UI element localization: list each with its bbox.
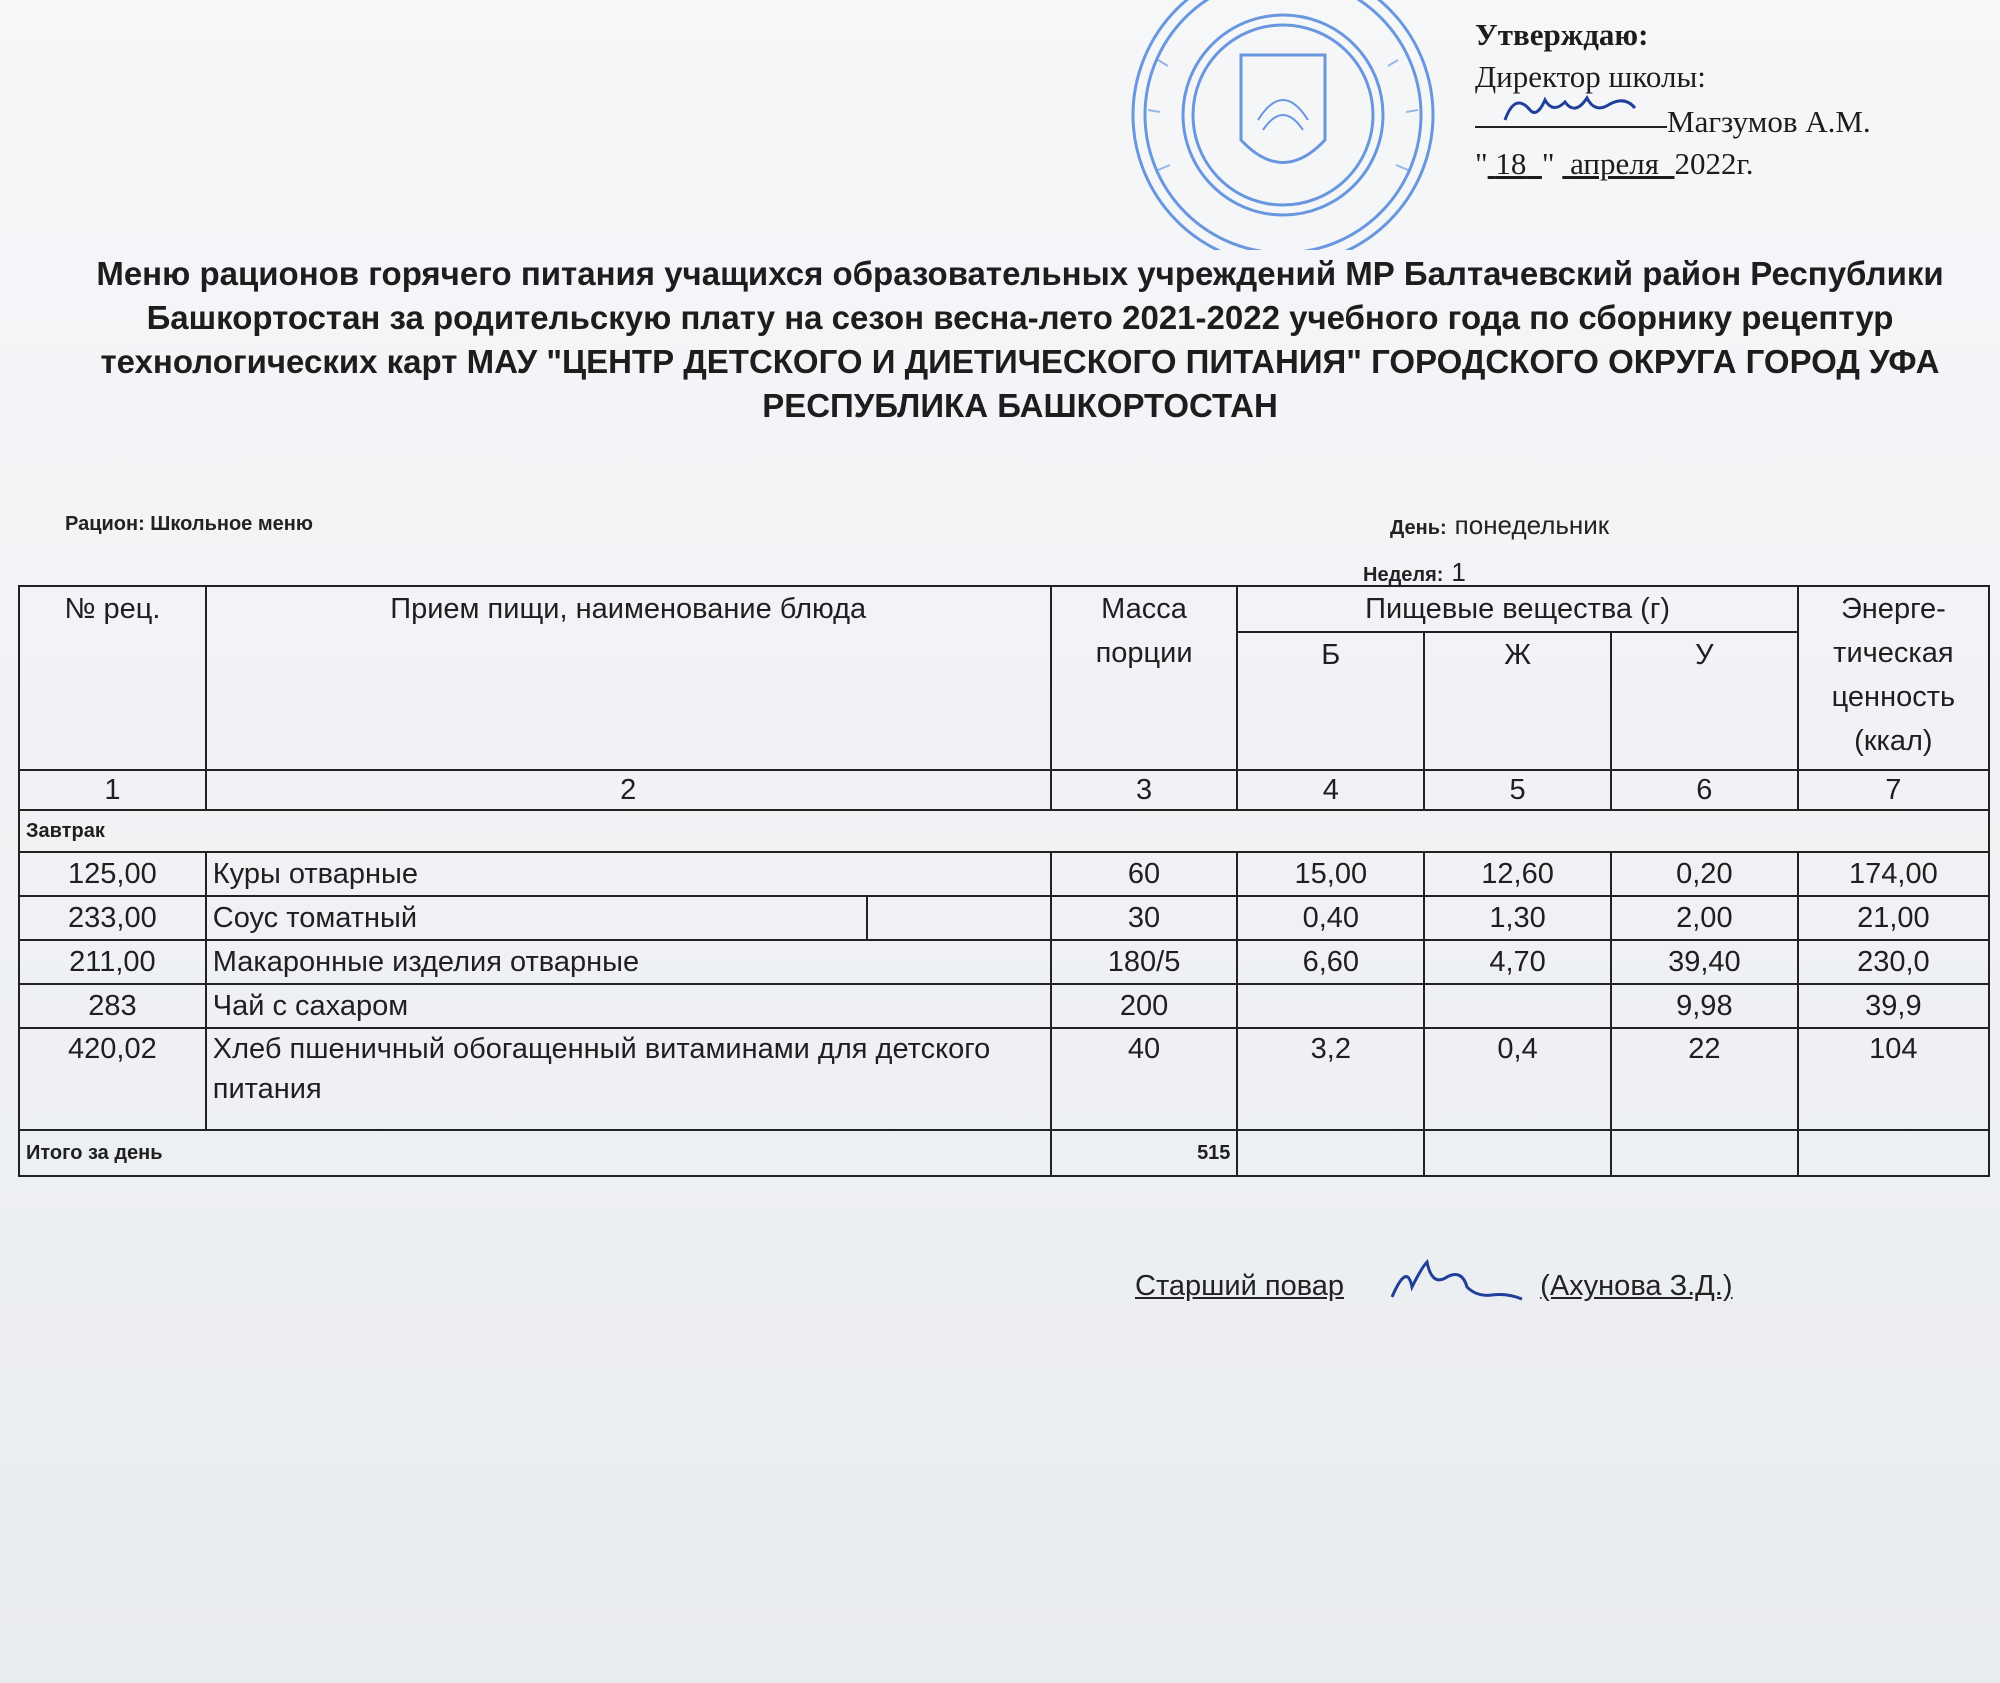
header-energy: Энерге-тическая ценность (ккал) [1798,586,1989,770]
cell-rec: 125,00 [19,852,206,896]
cell-kcal: 104 [1798,1028,1989,1130]
cook-signature [1352,1245,1532,1303]
header-b: Б [1237,632,1424,770]
approval-title: Утверждаю: [1475,17,1649,52]
section-row [19,810,1989,852]
week-value: 1 [1451,557,1466,587]
date-year: 2022г. [1674,146,1754,181]
header-row-1 [19,586,1989,632]
day-value: понедельник [1454,510,1610,540]
cell-dish: Куры отварные [206,852,1051,896]
cell-dish: Хлеб пшеничный обогащенный витаминами для детского питания [206,1028,1051,1130]
cell-rec: 283 [19,984,206,1028]
cell-zh: 1,30 [1424,896,1611,940]
approval-signature-line [1475,98,1871,143]
col-number: 4 [1237,770,1424,810]
table-row [19,940,1989,984]
cell-u: 39,40 [1611,940,1798,984]
cell-kcal: 39,9 [1798,984,1989,1028]
date-month-value: апреля [1570,146,1659,181]
total-mass: 515 [1051,1130,1238,1176]
date-day [1488,146,1542,181]
director-signature [1475,98,1667,128]
day-label: День: [1390,517,1447,539]
cell-rec: 420,02 [19,1028,206,1130]
header-zh: Ж [1424,632,1611,770]
total-row [19,1130,1989,1176]
approval-date [1475,143,1871,185]
header-u: У [1611,632,1798,770]
cell-u: 22 [1611,1028,1798,1130]
document-title: Меню рационов горячего питания учащихся образовательных учреждений МР Балтачевский район Республики Башкортостан за родительскую плату на сезон весна-лето 2021-2022 учебного года по сборнику рецептур технологических карт МАУ "ЦЕНТР ДЕТСКОГО И ДИЕТИЧЕСКОГО ПИТАНИЯ" ГОРОДСКОГО ОКРУГА ГОРОД УФА РЕСПУБЛИКА БАШКОРТОСТАН [96,255,1944,424]
cell-b [1237,984,1424,1028]
cell-u: 0,20 [1611,852,1798,896]
col-number: 3 [1051,770,1238,810]
table-row [19,896,1989,940]
cell-kcal: 21,00 [1798,896,1989,940]
school-seal-stamp [1098,0,1443,250]
cell-mass: 40 [1051,1028,1238,1130]
col-number: 2 [206,770,1051,810]
cell-u: 9,98 [1611,984,1798,1028]
cell-b: 15,00 [1237,852,1424,896]
col-number: 6 [1611,770,1798,810]
cell-u: 2,00 [1611,896,1798,940]
ration-label: Рацион: Школьное меню [65,513,313,535]
cook-name: (Ахунова З.Д.) [1540,1270,1733,1302]
approval-block [1475,14,1871,185]
cell-b: 3,2 [1237,1028,1424,1130]
cell-zh [1424,984,1611,1028]
total-zh [1424,1130,1611,1176]
table-row [19,852,1989,896]
date-day-value: 18 [1495,146,1527,181]
cell-mass: 180/5 [1051,940,1238,984]
director-name: Магзумов А.М. [1667,104,1871,139]
cell-rec: 211,00 [19,940,206,984]
cell-mass: 30 [1051,896,1238,940]
col-number: 7 [1798,770,1989,810]
table-row [19,1028,1989,1130]
week-meta [1363,557,1466,588]
cell-kcal: 230,0 [1798,940,1989,984]
total-kcal [1798,1130,1989,1176]
section-label: Завтрак [19,810,1989,852]
cell-b: 6,60 [1237,940,1424,984]
director-signature-scribble [1475,92,1667,126]
cell-kcal: 174,00 [1798,852,1989,896]
cell-b: 0,40 [1237,896,1424,940]
header-mass: Масса порции [1051,586,1238,770]
cook-signature-scribble [1352,1257,1532,1307]
cell-zh: 4,70 [1424,940,1611,984]
header-rec-no: № рец. [19,586,206,770]
menu-table [18,585,1990,1177]
cell-rec: 233,00 [19,896,206,940]
total-label: Итого за день [19,1130,1051,1176]
day-meta [1390,510,1609,541]
column-number-row [19,770,1989,810]
header-dish: Прием пищи, наименование блюда [206,586,1051,770]
cell-dish: Соус томатный [206,896,1051,940]
col-number: 1 [19,770,206,810]
week-label: Неделя: [1363,564,1444,586]
cell-zh: 12,60 [1424,852,1611,896]
cell-zh: 0,4 [1424,1028,1611,1130]
table-row [19,984,1989,1028]
cook-signature-line [1135,1245,1733,1303]
date-quote-mid: " [1541,146,1555,181]
header-nutrients: Пищевые вещества (г) [1237,586,1797,632]
date-month [1562,146,1674,181]
cell-dish: Чай с сахаром [206,984,1051,1028]
total-u [1611,1130,1798,1176]
date-quote-open: " [1475,146,1488,181]
cell-mass: 60 [1051,852,1238,896]
cell-mass: 200 [1051,984,1238,1028]
approval-position: Директор школы: [1475,59,1706,94]
cell-dish: Макаронные изделия отварные [206,940,1051,984]
cook-title: Старший повар [1135,1270,1345,1302]
col-number: 5 [1424,770,1611,810]
total-b [1237,1130,1424,1176]
